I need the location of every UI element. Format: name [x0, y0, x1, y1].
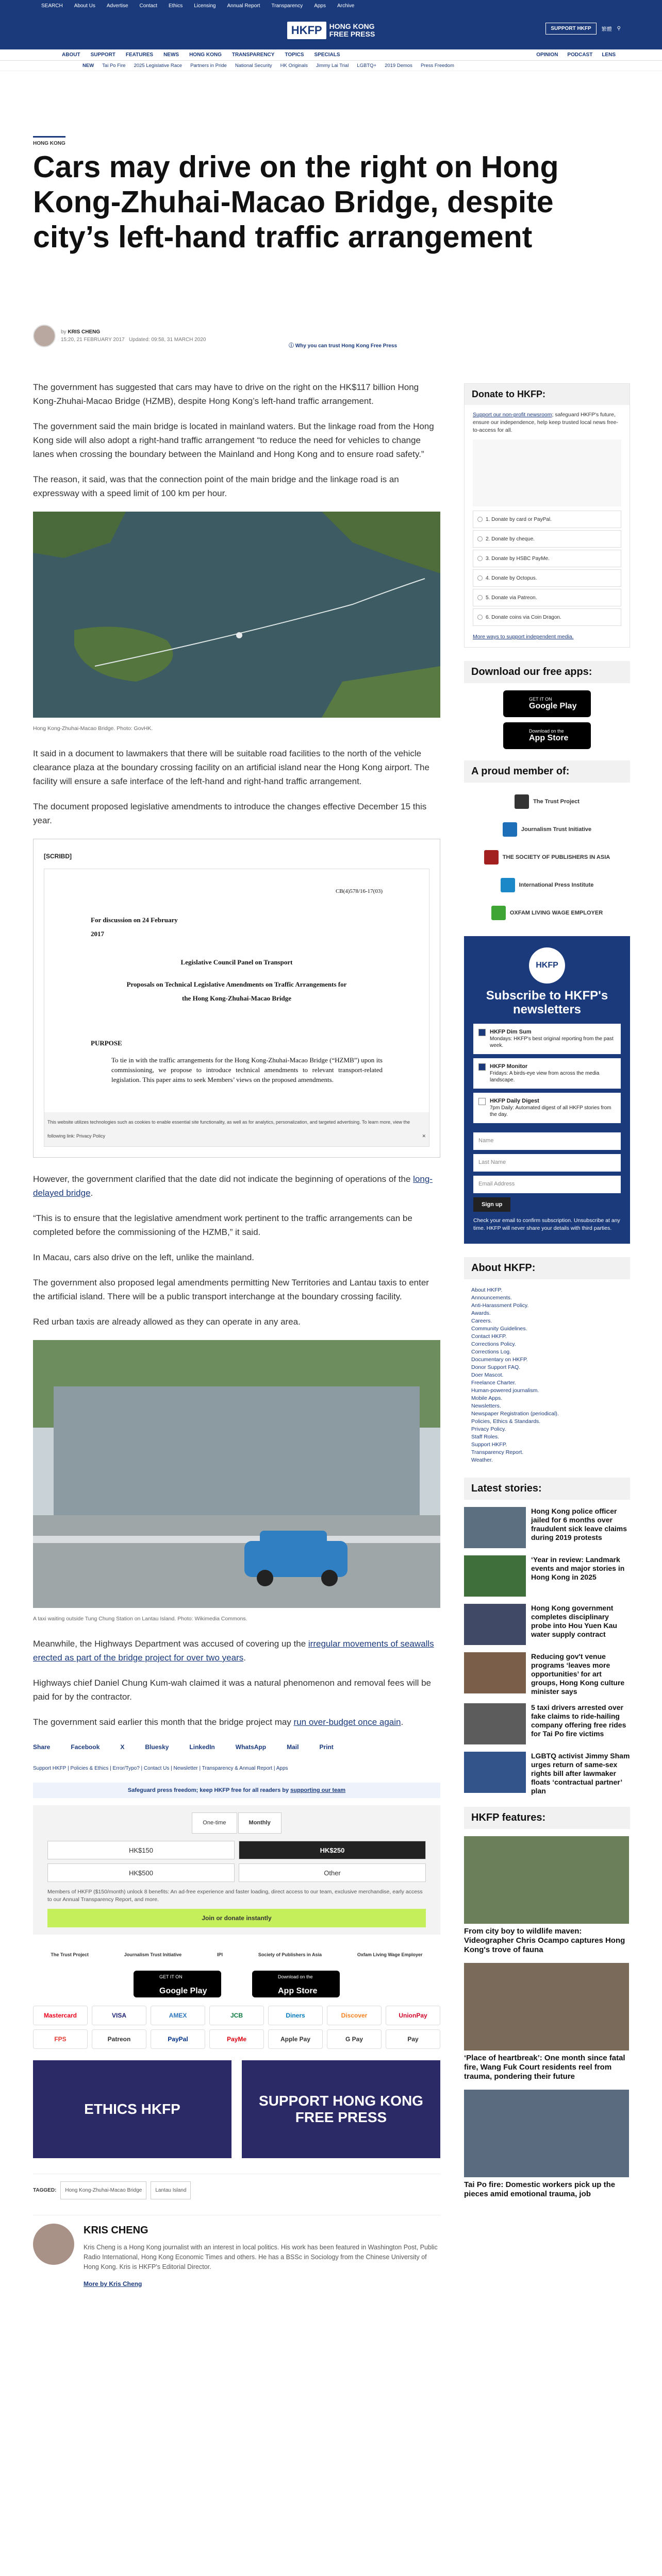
jti-logo-side[interactable]: [464, 818, 630, 841]
dim-sum-desc: Mondays: HKFP's best original reporting from the past week.: [490, 1036, 614, 1048]
over-budget-link[interactable]: run over-budget once again: [293, 1717, 401, 1727]
trending-nav: [0, 61, 662, 71]
share-print[interactable]: Print: [319, 1743, 334, 1751]
latest-story-title[interactable]: ‘Year in review: Landmark events and major stories in Hong Kong in 2025: [531, 1555, 625, 1581]
paragraph-9: The government also proposed legal amendments permitting New Territories and Lantau taxis to enter the artificial island. There will be a public transport interchange at the boundary crossing facility.: [33, 1278, 429, 1301]
article-category[interactable]: HONG KONG: [33, 136, 65, 146]
article-title: Cars may drive on the right on Hong Kong-Zhuhai-Macao Bridge, despite city’s left-hand traffic arrangement: [33, 150, 559, 254]
logo-line-1: HONG KONG: [329, 22, 375, 30]
feature-story-item[interactable]: [464, 2090, 630, 2199]
apple-pay-icon: Apple Pay: [268, 2029, 323, 2049]
dim-sum-name: HKFP Dim Sum: [490, 1029, 532, 1035]
share-label: Share: [33, 1743, 51, 1751]
donate-widget: [33, 1805, 440, 1935]
logo-text: [329, 23, 375, 38]
search-icon[interactable]: ⚲: [617, 26, 621, 31]
p13-text: The government said earlier this month that the bridge project may: [33, 1717, 294, 1727]
subscribe-note: Check your email to confirm subscription. Unsubscribe at any time. HKFP will never share your details with third parties.: [473, 1217, 620, 1231]
last-name-input[interactable]: Last Name: [473, 1154, 621, 1172]
nav-right-group: [536, 52, 616, 58]
app-store-row: [33, 1971, 440, 1997]
donate-option-6[interactable]: [473, 608, 621, 626]
share-bluesky[interactable]: Bluesky: [145, 1743, 169, 1751]
top-link-apps[interactable]: Apps: [314, 3, 326, 9]
cookie-notice: [44, 1112, 429, 1146]
logo-line-2: FREE PRESS: [329, 30, 375, 38]
about-link[interactable]: Policies, Ethics & Standards.: [471, 1418, 541, 1425]
about-link[interactable]: Newspaper Registration (periodical).: [471, 1411, 559, 1417]
top-link-contact[interactable]: Contact: [139, 3, 157, 9]
amount-250[interactable]: HK$250: [239, 1841, 426, 1859]
radio-icon: [477, 536, 483, 541]
latest-story-title[interactable]: LGBTQ activist Jimmy Sham urges return of same-sex rights bill after lawmaker floats ‘contractual partner’ plan: [531, 1752, 630, 1795]
tag-lantau[interactable]: Lantau Island: [151, 2181, 191, 2199]
sidebar-google-play-badge[interactable]: [503, 690, 591, 717]
latest-story-thumbnail[interactable]: [464, 1752, 526, 1793]
newsletter-monitor[interactable]: [473, 1058, 621, 1089]
paragraph-5: The document proposed legislative amendments to introduce the changes effective December 15 this year.: [33, 802, 427, 825]
donate-option-4[interactable]: [473, 569, 621, 587]
promo-banners: [33, 2060, 440, 2158]
sidebar-app-store-badge[interactable]: [503, 722, 591, 749]
bridge-photo-figure: [33, 512, 440, 732]
latest-story-item[interactable]: [464, 1752, 630, 1795]
taxi-photo-caption: A taxi waiting outside Tung Chung Station on Lantau Island. Photo: Wikimedia Commons.: [33, 1616, 247, 1622]
donate-option-3[interactable]: [473, 550, 621, 567]
hkfp-circle-logo: HKFP: [529, 947, 565, 984]
email-input[interactable]: Email Address: [473, 1176, 621, 1193]
doc-ref: CB(4)578/16-17(03): [335, 888, 383, 894]
paragraph-8: In Macau, cars also drive on the left, unlike the mainland.: [33, 1252, 255, 1262]
google-pay-icon: G Pay: [327, 2029, 382, 2049]
ipi-text: International Press Institute: [519, 882, 594, 888]
top-utility-bar: [0, 0, 662, 11]
amount-options: [47, 1841, 426, 1882]
author-box-name[interactable]: KRIS CHENG: [84, 2225, 148, 2236]
about-link[interactable]: Staff Roles.: [471, 1434, 500, 1440]
about-link[interactable]: Support HKFP.: [471, 1442, 507, 1448]
more-ways-link[interactable]: More ways to support independent media.: [473, 634, 574, 640]
jti-text: Journalism Trust Initiative: [521, 826, 592, 833]
masthead: [0, 11, 662, 49]
checkbox-icon[interactable]: [478, 1098, 486, 1105]
latest-title: Latest stories:: [464, 1478, 630, 1500]
nav-opinion[interactable]: OPINION: [536, 52, 558, 58]
doc-discussion: For discussion on 24 February 2017: [91, 916, 178, 938]
latest-stories: [464, 1507, 630, 1795]
about-link[interactable]: Freelance Charter.: [471, 1380, 516, 1386]
trending-lgbtq[interactable]: LGBTQ+: [357, 63, 377, 69]
feature-story-image[interactable]: [464, 1836, 629, 1924]
about-link[interactable]: Community Guidelines.: [471, 1326, 527, 1332]
about-link[interactable]: Mobile Apps.: [471, 1395, 503, 1401]
about-link[interactable]: Awards.: [471, 1310, 491, 1316]
top-link-about[interactable]: About Us: [74, 3, 95, 9]
top-link-licensing[interactable]: Licensing: [194, 3, 216, 9]
latest-story-item[interactable]: [464, 1604, 630, 1645]
payment-methods: [33, 2006, 440, 2049]
donate-benefits-text: Members of HKFP ($150/month) unlock 8 benefits: An ad-free experience and faster loading, direct access to our team, exclusive merchandise, early access to our Annual Transparency Report, and more.: [47, 1889, 423, 1903]
checkbox-icon[interactable]: [478, 1063, 486, 1071]
about-links: [464, 1286, 630, 1464]
paragraph-7: “This is to ensure that the legislative amendment work pertinent to the traffic arrangements can be completed before the commissioning of the HZMB,” it said.: [33, 1213, 412, 1237]
jcb-icon: JCB: [209, 2006, 264, 2025]
p11-end: .: [243, 1653, 246, 1663]
newsletter-dim-sum[interactable]: [473, 1024, 621, 1054]
byline: [33, 325, 206, 347]
updated-date: Updated: 09:58, 31 MARCH 2020: [128, 337, 206, 343]
author-box-bio: Kris Cheng is a Hong Kong journalist with an interest in local politics. His work has been featured in Washington Post, Public Radio International, Hong Kong Economic Times and others. He has a BSSc in Sociology from the Chinese University of Hong Kong. Kris is HKFP's Editorial Director.: [84, 2244, 438, 2270]
article-body: [33, 380, 440, 2291]
sidebar: [464, 383, 630, 2207]
nav-about[interactable]: ABOUT: [62, 52, 80, 58]
newsletter-daily-digest[interactable]: [473, 1093, 621, 1123]
author-box: [33, 2215, 440, 2291]
safeguard-banner: [33, 1783, 440, 1798]
sign-up-button[interactable]: Sign up: [473, 1197, 510, 1212]
scribd-embed[interactable]: [33, 839, 440, 1158]
trending-jimmy-lai-trial[interactable]: Jimmy Lai Trial: [316, 63, 349, 69]
latest-story-thumbnail[interactable]: [464, 1703, 526, 1744]
latest-story-thumbnail[interactable]: [464, 1507, 526, 1548]
jti-icon: [503, 822, 517, 837]
donate-box-title: Donate to HKFP:: [465, 384, 630, 405]
google-play-name: Google Play: [159, 1987, 207, 1995]
nav-features[interactable]: FEATURES: [125, 52, 154, 58]
nav-hong-kong[interactable]: HONG KONG: [189, 52, 222, 58]
search-link[interactable]: SEARCH: [41, 3, 63, 9]
share-linkedin[interactable]: LinkedIn: [189, 1743, 215, 1751]
about-link[interactable]: Anti-Harassment Policy.: [471, 1302, 529, 1309]
support-hkfp-button[interactable]: SUPPORT HKFP: [545, 23, 596, 35]
radio-icon: [477, 556, 483, 561]
oxfam-icon: [491, 906, 506, 920]
share-facebook[interactable]: Facebook: [71, 1743, 100, 1751]
app-store-small: Download on the: [278, 1974, 313, 1979]
p11-text: Meanwhile, the Highways Department was accused of covering up the: [33, 1639, 308, 1649]
tag-hzmb[interactable]: Hong Kong-Zhuhai-Macao Bridge: [60, 2181, 146, 2199]
oxfam-logo[interactable]: Oxfam Living Wage Employer: [357, 1952, 423, 1957]
latest-story-item[interactable]: [464, 1507, 630, 1548]
member-logos: [464, 790, 630, 925]
scribd-label: [SCRIBD]: [44, 853, 72, 860]
latest-story-title[interactable]: Reducing gov't venue programs ‘leaves more opportunities’ for art groups, Hong Kong culture minister says: [531, 1652, 625, 1696]
policy-links[interactable]: Support HKFP | Policies & Ethics | Error/Typo? | Contact Us | Newsletter | Transparency & Annual Report | Apps: [33, 1766, 288, 1771]
bridge-photo-caption: Hong Kong-Zhuhai-Macao Bridge. Photo: GovHK.: [33, 725, 153, 732]
about-link[interactable]: Announcements.: [471, 1295, 512, 1301]
tags-label: TAGGED:: [33, 2188, 57, 2193]
sidebar-app-badges: [464, 690, 630, 749]
feature-stories: [464, 1836, 630, 2199]
top-link-transparency[interactable]: Transparency: [271, 3, 303, 9]
feature-story-title[interactable]: From city boy to wildlife maven: Videographer Chris Ocampo captures Hong Kong's trove of fauna: [464, 1927, 625, 1954]
sopa-text: THE SOCIETY OF PUBLISHERS IN ASIA: [502, 854, 610, 860]
payme-icon: PayMe: [209, 2029, 264, 2049]
nonprofit-link[interactable]: Support our non-profit newsroom: [473, 412, 552, 418]
latest-story-title[interactable]: 5 taxi drivers arrested over fake claims to ride-hailing company offering free rides for Tai Po fire victims: [531, 1703, 626, 1738]
trending-hk-originals[interactable]: HK Originals: [280, 63, 308, 69]
safeguard-text: Safeguard press freedom; keep HKFP free for all readers by: [127, 1787, 291, 1793]
feature-story-image[interactable]: [464, 2090, 629, 2177]
about-link[interactable]: Corrections Log.: [471, 1349, 511, 1355]
trust-project-logo-side[interactable]: [464, 790, 630, 814]
top-link-annual-report[interactable]: Annual Report: [227, 3, 260, 9]
visa-icon: VISA: [92, 2006, 146, 2025]
diners-icon: Diners: [268, 2006, 323, 2025]
doc-purpose-text: To tie in with the traffic arrangements for the Hong Kong-Zhuhai-Macao Bridge (“HZMB”) upon its commissioning, we propose to introduce technical amendments to relevant transport-related legislation. This paper aims to seek Members’ views on the proposed amendments.: [111, 1056, 383, 1083]
sopa-logo-side[interactable]: [464, 845, 630, 869]
latest-story-item[interactable]: [464, 1652, 630, 1696]
top-link-archive[interactable]: Archive: [337, 3, 355, 9]
sidebar-google-small: GET IT ON: [529, 697, 552, 702]
radio-icon: [477, 615, 483, 620]
monitor-desc: Fridays: A birds-eye view from across the media landscape.: [490, 1071, 600, 1083]
main-nav: [0, 49, 662, 61]
mastercard-icon: Mastercard: [33, 2006, 88, 2025]
sidebar-apple-small: Download on the: [529, 728, 564, 734]
latest-story-title[interactable]: Hong Kong government completes disciplinary probe into Hou Yuen Kau water supply contract: [531, 1604, 617, 1638]
logo-mark: HKFP: [287, 22, 326, 39]
radio-icon: [477, 595, 483, 600]
fps-icon: FPS: [33, 2029, 88, 2049]
trust-project-icon: [515, 794, 529, 809]
donate-option-2[interactable]: [473, 530, 621, 548]
doc-proposals: Proposals on Technical Legislative Amendments on Traffic Arrangements for the Hong Kong-Zhuhai-Macao Bridge: [126, 980, 347, 1002]
published-date: 15:20, 21 FEBRUARY 2017: [61, 337, 125, 343]
about-link[interactable]: Human-powered journalism.: [471, 1387, 539, 1394]
checkbox-icon[interactable]: [478, 1029, 486, 1036]
new-badge: NEW: [82, 63, 94, 69]
paragraph-4: It said in a document to lawmakers that there will be suitable road facilities to the north of the vehicle clearance plaza at the boundary crossing facility on an artificial island near the Hong Kong airport. The facility will ensure a safe interface of the left-hand and right-hand traffic arrangement.: [33, 749, 429, 786]
about-link[interactable]: Weather.: [471, 1457, 493, 1463]
taxi-photo-figure: [33, 1340, 440, 1622]
amount-150[interactable]: HK$150: [47, 1841, 235, 1859]
long-delayed-bridge-link[interactable]: long-delayed bridge: [33, 1174, 433, 1198]
paragraph-13: [33, 1715, 440, 1729]
about-link[interactable]: Doer Mascot.: [471, 1372, 504, 1378]
amount-other[interactable]: Other: [239, 1863, 426, 1882]
feature-story-item[interactable]: [464, 1963, 630, 2081]
nav-podcast[interactable]: PODCAST: [567, 52, 593, 58]
pay-icon: Pay: [386, 2029, 440, 2049]
share-x[interactable]: X: [120, 1743, 125, 1751]
about-title: About HKFP:: [464, 1257, 630, 1279]
donate-graphic: [473, 439, 621, 506]
about-link[interactable]: Documentary on HKFP.: [471, 1357, 528, 1363]
latest-story-thumbnail[interactable]: [464, 1555, 526, 1597]
cookie-text: This website utilizes technologies such as cookies to enable essential site functionality, as well as for analytics, personalization, and targeted advertising. To learn more, view the following link: Privacy Policy: [47, 1120, 410, 1139]
share-whatsapp[interactable]: WhatsApp: [235, 1743, 267, 1751]
latest-story-item[interactable]: [464, 1555, 630, 1597]
nav-news[interactable]: NEWS: [163, 52, 179, 58]
donate-box: [464, 383, 630, 648]
latest-story-thumbnail[interactable]: [464, 1604, 526, 1645]
paragraph-10: Red urban taxis are already allowed as they can operate in any area.: [33, 1317, 301, 1327]
oxfam-logo-side[interactable]: [464, 901, 630, 925]
feature-story-title[interactable]: Tai Po fire: Domestic workers pick up the pieces amid emotional trauma, job: [464, 2180, 616, 2198]
about-link[interactable]: Contact HKFP.: [471, 1333, 507, 1340]
donate-option-6-label: 6. Donate coins via Coin Dragon.: [486, 614, 561, 620]
paragraph-1: The government has suggested that cars may have to drive on the right on the HK$117 billion Hong Kong-Zhuhai-Macao Bridge (HZMB), despite Hong Kong’s left-hand traffic arrangement.: [33, 382, 419, 406]
google-play-small: GET IT ON: [159, 1974, 183, 1979]
nav-lens[interactable]: LENS: [602, 52, 616, 58]
join-donate-button[interactable]: Join or donate instantly: [47, 1909, 426, 1927]
p13-end: .: [401, 1717, 404, 1727]
more-by-author-link[interactable]: More by Kris Cheng: [84, 2280, 142, 2287]
app-store-name: App Store: [278, 1987, 318, 1995]
trending-tai-po-fire[interactable]: Tai Po Fire: [102, 63, 126, 69]
trust-project-text: The Trust Project: [533, 799, 580, 805]
oxfam-text: OXFAM LIVING WAGE EMPLOYER: [509, 910, 603, 916]
about-link[interactable]: Newsletters.: [471, 1403, 501, 1409]
support-promo[interactable]: SUPPORT HONG KONG FREE PRESS: [242, 2060, 440, 2158]
patreon-icon: Patreon: [92, 2029, 146, 2049]
about-link[interactable]: Privacy Policy.: [471, 1426, 506, 1432]
taxi-photo[interactable]: [33, 1340, 440, 1608]
paragraph-12: Highways chief Daniel Chung Kum-wah claimed it was a natural phenomenon and removal fees will be paid for by the contractor.: [33, 1678, 432, 1702]
frequency-toggle: [47, 1812, 426, 1834]
unionpay-icon: UnionPay: [386, 2006, 440, 2025]
amex-icon: AMEX: [151, 2006, 205, 2025]
about-link[interactable]: Corrections Policy.: [471, 1341, 516, 1347]
donate-option-3-label: 3. Donate by HSBC PayMe.: [486, 555, 550, 562]
monitor-name: HKFP Monitor: [490, 1063, 528, 1070]
share-mail[interactable]: Mail: [287, 1743, 299, 1751]
donate-option-5[interactable]: [473, 589, 621, 606]
app-store-badge[interactable]: [252, 1971, 340, 1997]
digest-desc: 7pm Daily: Automated digest of all HKFP stories from the day.: [490, 1105, 611, 1117]
digest-name: HKFP Daily Digest: [490, 1098, 539, 1104]
feature-story-title[interactable]: ‘Place of heartbreak’: One month since fatal fire, Wang Fuk Court residents reel from trauma, pondering their future: [464, 2054, 625, 2081]
ipi-logo[interactable]: IPI: [217, 1952, 223, 1957]
donate-option-5-label: 5. Donate via Patreon.: [486, 595, 537, 601]
ipi-icon: [501, 878, 515, 892]
features-title: HKFP features:: [464, 1807, 630, 1829]
trending-2019-demos[interactable]: 2019 Demos: [385, 63, 412, 69]
scribd-document-page[interactable]: [44, 869, 429, 1147]
masthead-actions: [545, 23, 621, 35]
seawalls-link[interactable]: irregular movements of seawalls erected as part of the bridge project for over two years: [33, 1639, 434, 1663]
discover-icon: Discover: [327, 2006, 382, 2025]
sopa-logo[interactable]: Society of Publishers in Asia: [258, 1952, 322, 1957]
donate-option-1-label: 1. Donate by card or PayPal.: [486, 516, 552, 522]
sidebar-apple-name: App Store: [529, 734, 569, 742]
paypal-icon: PayPal: [151, 2029, 205, 2049]
site-logo[interactable]: [287, 22, 375, 39]
author-prefix: by: [61, 329, 67, 335]
radio-icon: [477, 575, 483, 581]
apps-title: Download our free apps:: [464, 661, 630, 683]
paragraph-11: [33, 1637, 440, 1665]
nav-topics[interactable]: TOPICS: [285, 52, 304, 58]
latest-story-title[interactable]: Hong Kong police officer jailed for 6 months over fraudulent sick leave claims during 2019 protests: [531, 1507, 627, 1541]
member-logos-row: [33, 1946, 440, 1963]
paragraph-2: The government said the main bridge is located in mainland waters. But the linkage road from the Hong Kong side will also adopt a right-hand traffic arrangement “to reduce the need for vehicles to change lanes when crossing the boundary between the Mainland and Hong Kong and to ensure road safety.”: [33, 421, 434, 459]
trending-national-security[interactable]: National Security: [235, 63, 272, 69]
trust-project-logo[interactable]: The Trust Project: [51, 1952, 89, 1957]
sidebar-google-name: Google Play: [529, 702, 577, 710]
newsletter-box: [464, 936, 630, 1244]
about-link[interactable]: About HKFP.: [471, 1287, 502, 1293]
name-input[interactable]: Name: [473, 1132, 621, 1150]
nav-support[interactable]: SUPPORT: [90, 52, 115, 58]
trending-partners-in-pride[interactable]: Partners in Pride: [190, 63, 227, 69]
about-link[interactable]: Donor Support FAQ.: [471, 1364, 521, 1370]
newsletter-title: Subscribe to HKFP's newsletters: [486, 989, 608, 1016]
about-link[interactable]: Transparency Report.: [471, 1449, 524, 1455]
nav-specials[interactable]: SPECIALS: [314, 52, 340, 58]
paragraph-3: The reason, it said, was that the connection point of the main bridge and the linkage road is an expressway with a speed limit of 100 km per hour.: [33, 474, 399, 498]
about-link[interactable]: Careers.: [471, 1318, 492, 1324]
member-title: A proud member of:: [464, 760, 630, 783]
donate-option-1[interactable]: [473, 511, 621, 528]
top-link-ethics[interactable]: Ethics: [168, 3, 183, 9]
p6-end: .: [90, 1188, 93, 1198]
donate-option-2-label: 2. Donate by cheque.: [486, 536, 535, 542]
top-link-advertise[interactable]: Advertise: [106, 3, 128, 9]
ipi-logo-side[interactable]: [464, 873, 630, 897]
trending-press-freedom[interactable]: Press Freedom: [420, 63, 454, 69]
freq-one-time[interactable]: One-time: [192, 1812, 237, 1834]
trending-legislative-race[interactable]: 2025 Legislative Race: [134, 63, 183, 69]
sopa-icon: [484, 850, 499, 865]
language-link[interactable]: 繁體: [601, 27, 612, 32]
freq-monthly[interactable]: Monthly: [238, 1812, 282, 1834]
feature-story-item[interactable]: [464, 1836, 630, 1955]
doc-purpose-head: PURPOSE: [91, 1039, 122, 1047]
author-link[interactable]: KRIS CHENG: [68, 329, 101, 335]
donate-option-4-label: 4. Donate by Octopus.: [486, 575, 537, 581]
nav-transparency[interactable]: TRANSPARENCY: [231, 52, 275, 58]
tags-row: [33, 2174, 440, 2199]
doc-panel: Legislative Council Panel on Transport: [180, 958, 293, 966]
radio-icon: [477, 517, 483, 522]
bridge-satellite-photo[interactable]: [33, 512, 440, 718]
author-avatar[interactable]: [33, 325, 56, 347]
info-icon: ⓘ: [289, 343, 294, 349]
latest-story-item[interactable]: [464, 1703, 630, 1744]
jti-logo[interactable]: Journalism Trust Initiative: [124, 1952, 182, 1957]
why-trust-link[interactable]: [289, 341, 397, 349]
support-team-link[interactable]: supporting our team: [290, 1787, 346, 1793]
paragraph-6: [33, 1172, 440, 1200]
latest-story-thumbnail[interactable]: [464, 1652, 526, 1693]
p6-text: However, the government clarified that the date did not indicate the beginning of operations of the: [33, 1174, 413, 1184]
share-bar: [33, 1740, 440, 1754]
google-play-badge[interactable]: [134, 1971, 221, 1997]
feature-story-image[interactable]: [464, 1963, 629, 2050]
author-box-avatar[interactable]: [33, 2224, 74, 2265]
ethics-promo[interactable]: ETHICS HKFP: [33, 2060, 231, 2158]
close-icon[interactable]: ✕: [422, 1133, 426, 1139]
donate-box-text: ; safeguard HKFP's future, ensure our independence, help keep trusted local news free-to-access for all.: [473, 412, 618, 433]
amount-500[interactable]: HK$500: [47, 1863, 235, 1882]
why-trust-label: Why you can trust Hong Kong Free Press: [295, 343, 398, 349]
